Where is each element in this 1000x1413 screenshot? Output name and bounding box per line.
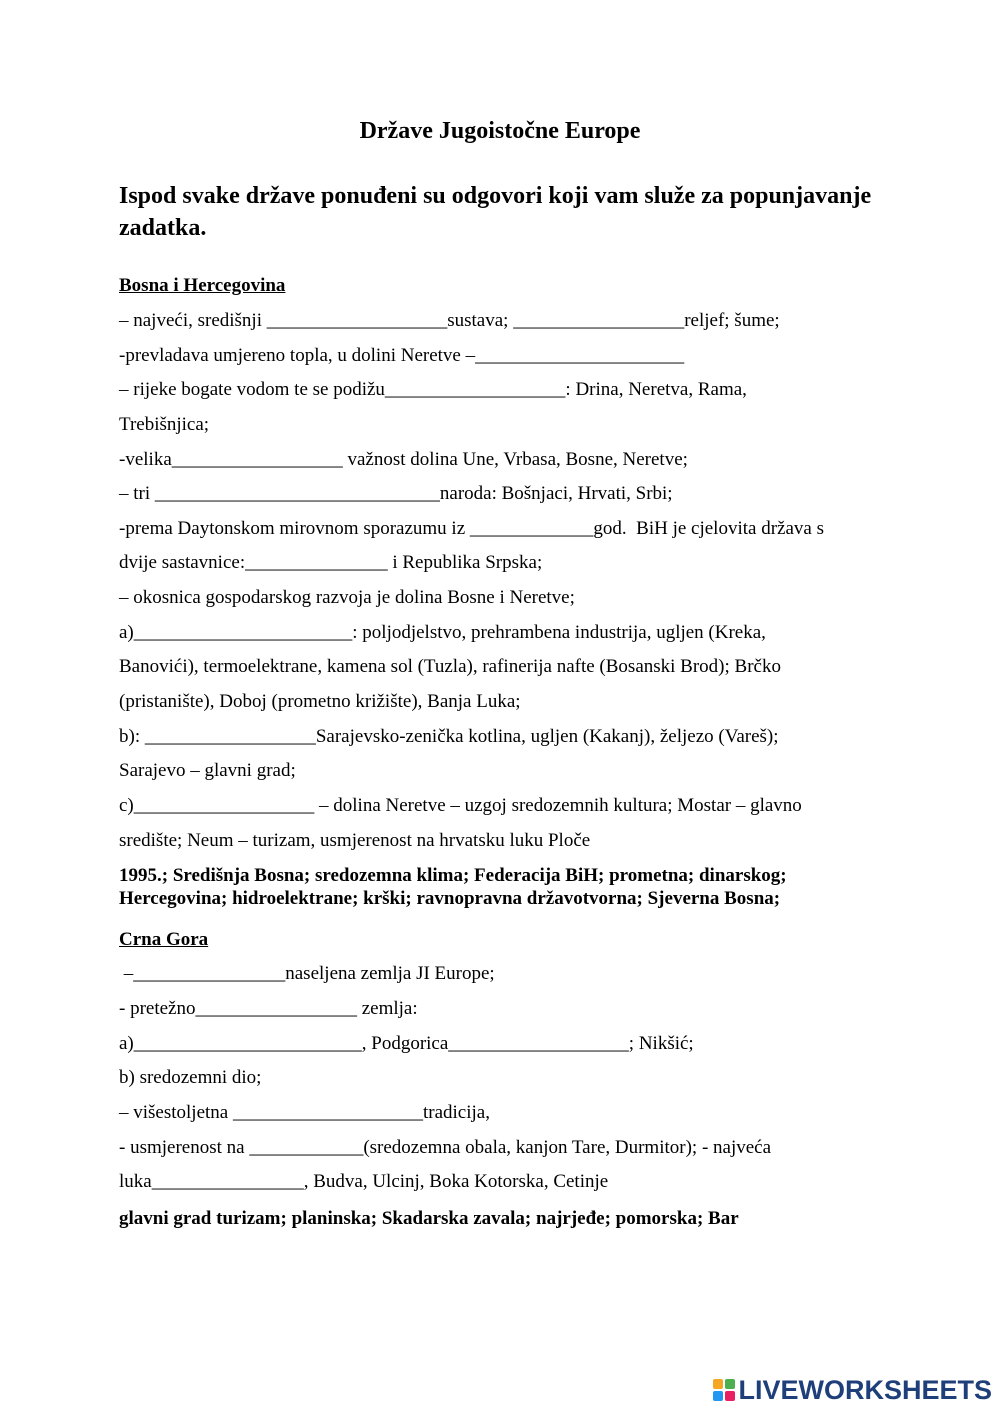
- cg-line-5: – višestoljetna ____________________tradicija,: [119, 1102, 490, 1123]
- logo-grid-icon: [713, 1379, 735, 1401]
- logo-square-3: [713, 1391, 723, 1401]
- cg-line-3: a)________________________, Podgorica___________________; Nikšić;: [119, 1033, 694, 1054]
- page-title: Države Jugoistočne Europe: [359, 118, 641, 144]
- cg-line-7: luka________________, Budva, Ulcinj, Boka Kotorska, Cetinje: [119, 1171, 609, 1192]
- liveworksheets-logo: [713, 1373, 992, 1407]
- logo-square-4: [725, 1391, 735, 1401]
- cg-line-1: –________________naseljena zemlja JI Europe;: [119, 963, 495, 984]
- section-heading-bih: Bosna i Hercegovina: [119, 275, 286, 296]
- bih-line-7: -prema Daytonskom mirovnom sporazumu iz _____________god. BiH je cjelovita država s: [119, 518, 824, 539]
- instructions: Ispod svake države ponuđeni su odgovori koji vam služe za popunjavanje zadatka.: [119, 183, 872, 241]
- bih-line-3: – rijeke bogate vodom te se podižu___________________: Drina, Neretva, Rama,: [119, 379, 747, 400]
- bih-line-12: (pristanište), Doboj (prometno križište), Banja Luka;: [119, 691, 521, 712]
- bih-line-5: -velika__________________ važnost dolina Une, Vrbasa, Bosne, Neretve;: [119, 449, 688, 470]
- logo-text: LIVEWORKSHEETS: [738, 1374, 992, 1405]
- bih-line-16: središte; Neum – turizam, usmjerenost na hrvatsku luku Ploče: [119, 830, 591, 851]
- bih-line-9: – okosnica gospodarskog razvoja je dolina Bosne i Neretve;: [119, 587, 575, 608]
- bih-line-4: Trebišnjica;: [119, 414, 210, 435]
- bih-line-8: dvije sastavnice:_______________ i Republika Srpska;: [119, 552, 543, 573]
- cg-line-2: - pretežno_________________ zemlja:: [119, 998, 418, 1019]
- bih-line-11: Banovići), termoelektrane, kamena sol (Tuzla), rafinerija nafte (Bosanski Brod); Brčko: [119, 656, 781, 677]
- bih-line-6: – tri ______________________________naroda: Bošnjaci, Hrvati, Srbi;: [119, 483, 673, 504]
- cg-answer-bank: glavni grad turizam; planinska; Skadarska zavala; najrjeđe; pomorska; Bar: [119, 1208, 739, 1229]
- bih-line-2: -prevladava umjereno topla, u dolini Neretve –______________________: [119, 345, 685, 366]
- cg-line-6: - usmjerenost na ____________(sredozemna obala, kanjon Tare, Durmitor); - najveća: [119, 1137, 772, 1158]
- section-heading-cg: Crna Gora: [119, 929, 209, 950]
- logo-square-1: [713, 1379, 723, 1389]
- logo-square-2: [725, 1379, 735, 1389]
- bih-line-13: b): __________________Sarajevsko-zenička kotlina, ugljen (Kakanj), željezo (Vareš);: [119, 726, 779, 747]
- cg-line-4: b) sredozemni dio;: [119, 1067, 262, 1088]
- bih-line-1: – najveći, središnji ___________________sustava; __________________reljef; šume;: [119, 310, 780, 331]
- bih-line-10: a)_______________________: poljodjelstvo, prehrambena industrija, ugljen (Kreka,: [119, 622, 766, 643]
- bih-answer-bank: 1995.; Središnja Bosna; sredozemna klima; Federacija BiH; prometna; dinarskog; Hercegovina; hidroelektrane; krški; ravnopravna državotvorna; Sjeverna Bosna;: [119, 865, 787, 909]
- bih-line-14: Sarajevo – glavni grad;: [119, 760, 296, 781]
- bih-line-15: c)___________________ – dolina Neretve – uzgoj sredozemnih kultura; Mostar – glavno: [119, 795, 802, 816]
